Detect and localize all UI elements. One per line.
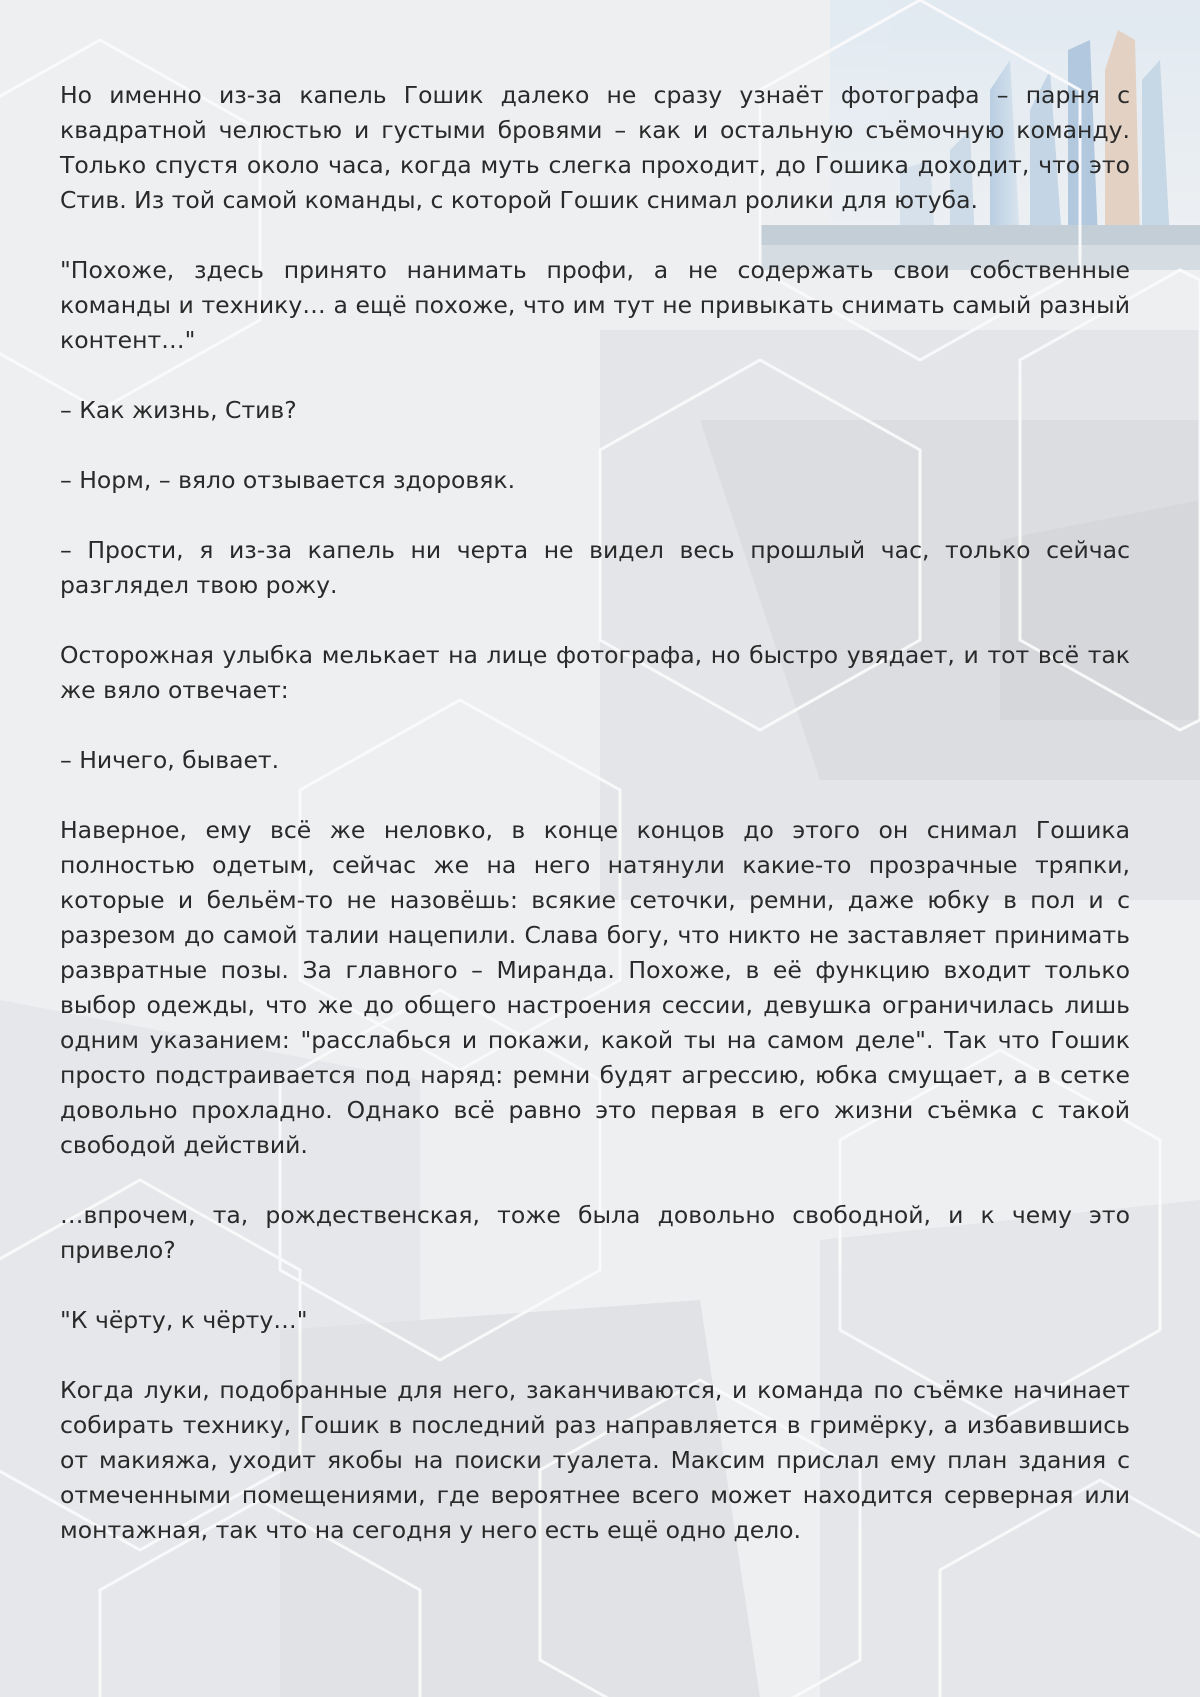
paragraph: …впрочем, та, рождественская, тоже была довольно свободной, и к чему это привело? bbox=[60, 1201, 1130, 1264]
paragraph: Но именно из-за капель Гошик далеко не сразу узнаёт фотографа – парня с квадратной челюстью и густыми бровями – как и остальную съёмочную команду. Только спустя около часа, когда муть слегка проходит, до Гошика доходит, что это Стив. Из той самой команды, с которой Гошик снимал ролики для ютуба. bbox=[60, 81, 1130, 214]
paragraph: "К чёрту, к чёрту…" bbox=[60, 1306, 308, 1334]
paragraph: Осторожная улыбка мелькает на лице фотографа, но быстро увядает, и тот всё так же вяло отвечает: bbox=[60, 641, 1130, 704]
paragraph: Наверное, ему всё же неловко, в конце концов до этого он снимал Гошика полностью одетым, сейчас же на него натянули какие-то прозрачные тряпки, которые и бельём-то не назовёшь: всякие сеточки, ремни, даже юбку в пол и с разрезом до самой талии нацепили. Слава богу, что никто не заставляет принимать развратные позы. За главного – Миранда. Похоже, в её функцию входит только выбор одежды, что же до общего настроения сессии, девушка ограничилась лишь одним указанием: "расслабься и покажи, какой ты на самом деле". Так что Гошик просто подстраивается под наряд: ремни будят агрессию, юбка смущает, а в сетке довольно прохладно. Однако всё равно это первая в его жизни съёмка с такой свободой действий. bbox=[60, 816, 1130, 1159]
paragraph: – Прости, я из-за капель ни черта не видел весь прошлый час, только сейчас разглядел твою рожу. bbox=[60, 536, 1130, 599]
paragraph: – Как жизнь, Стив? bbox=[60, 396, 297, 424]
paragraph: – Ничего, бывает. bbox=[60, 746, 280, 774]
paragraph: Когда луки, подобранные для него, заканчиваются, и команда по съёмке начинает собирать технику, Гошик в последний раз направляется в гримёрку, а избавившись от макияжа, уходит якобы на поиски туалета. Максим прислал ему план здания с отмеченными помещениями, где вероятнее всего может находится серверная или монтажная, так что на сегодня у него есть ещё одно дело. bbox=[60, 1376, 1130, 1544]
paragraph: – Норм, – вяло отзывается здоровяк. bbox=[60, 466, 516, 494]
paragraph: "Похоже, здесь принято нанимать профи, а не содержать свои собственные команды и технику… а ещё похоже, что им тут не привыкать снимать самый разный контент…" bbox=[60, 256, 1130, 354]
document-page bbox=[60, 78, 1130, 1583]
